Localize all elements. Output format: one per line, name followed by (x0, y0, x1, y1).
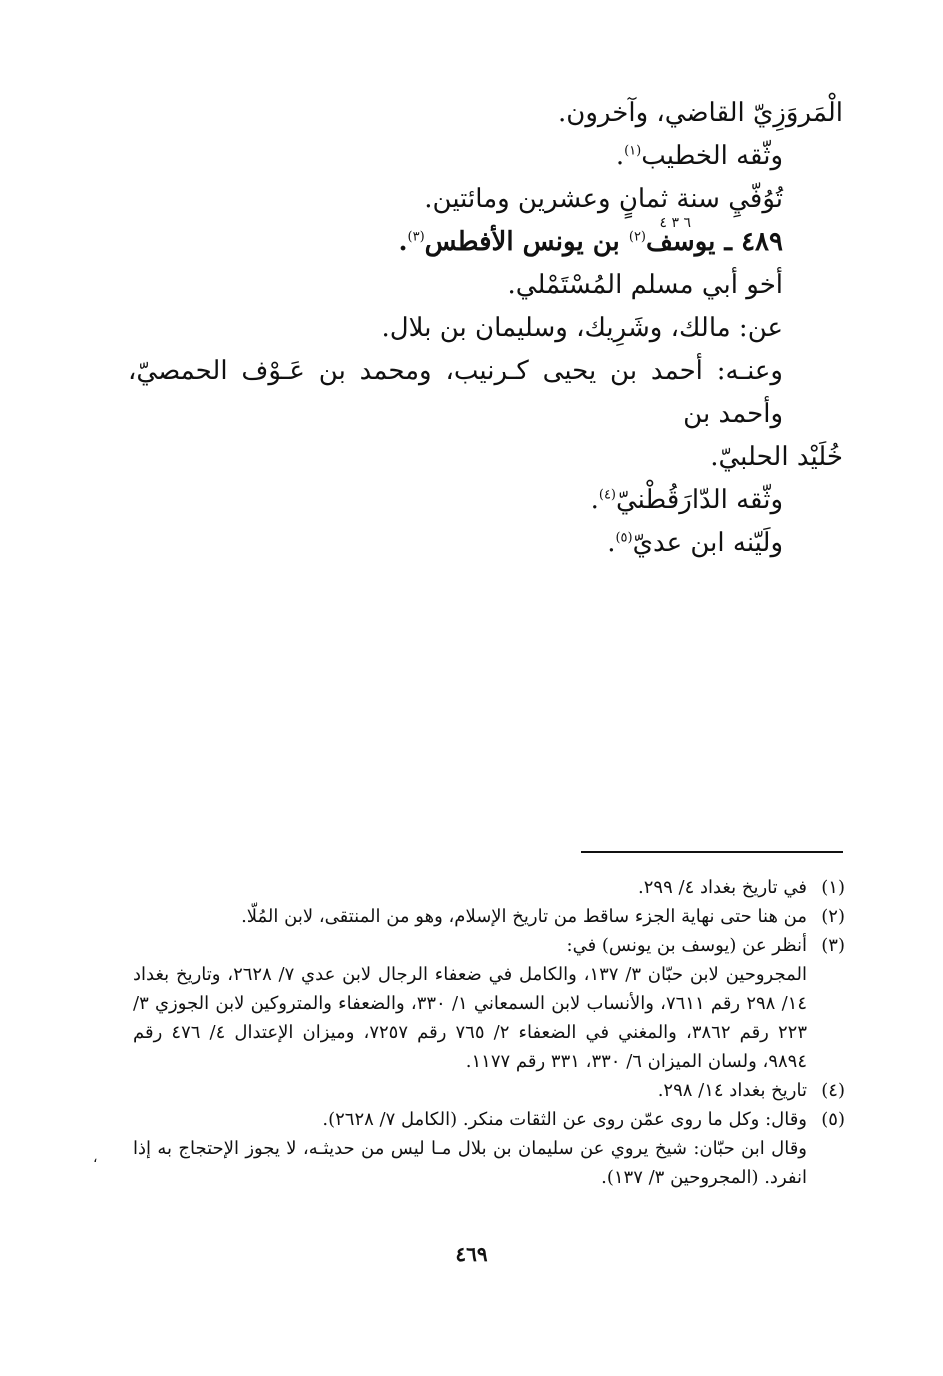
footnote-5 (133, 1105, 845, 1192)
footnote-text (133, 1105, 807, 1192)
footnotes (133, 873, 845, 1192)
footnote-ref-4: (٤) (598, 487, 616, 503)
page-number: ٤٦٩ (455, 1242, 488, 1266)
text-line-6: عن: مالك، وشَرِيك، وسليمان بن بلال. (381, 313, 783, 343)
footnote-number: (٤) (821, 1080, 845, 1101)
footnote-ref-3: (٣) (407, 229, 425, 245)
text-line-10-period: . (607, 528, 616, 558)
entry-heading-part-2: بن يونس الأفطس (424, 227, 620, 257)
footnote-text-line-2: وقال ابن حبّان: شيخ يروي عن سليمان بن بلال مـا ليس من حديثـه، لا يجوز الإحتجاج به إذا انفرد. (المجروحين ٣/ ١٣٧). (133, 1138, 807, 1188)
footnote-text: من هنا حتى نهاية الجزء ساقط من تاريخ الإسلام، وهو من المنتقى، لابن المُلّا. (241, 906, 807, 927)
footnote-number: (٣) (821, 935, 845, 956)
footnote-3 (133, 931, 845, 1076)
footnote-text-line-1: أنظر عن (يوسف بن يونس) في: (566, 935, 807, 956)
text-line-10-body: ولَيّنه ابن عديّ (632, 528, 783, 558)
stray-mark: ، (93, 1150, 98, 1166)
footnote-ref-1: (١) (624, 143, 642, 159)
footnote-text (133, 931, 807, 1076)
footnote-text-line-2: المجروحين لابن حبّان ٣/ ١٣٧، والكامل في ضعفاء الرجال لابن عدي ٧/ ٢٦٢٨، وتاريخ بغداد ١٤/ ٢٩٨ رقم ٧٦١١، والأنساب لابن السمعاني ١/ ٣٣٠، والضعفاء والمتروكين لابن الجوزي ٣/ ٢٢٣ رقم ٣٨٦٢، والمغني في الضعفاء ٢/ ٧٦٥ رقم ٧٢٥٧، وميزان الإعتدال ٤/ ٤٧٦ رقم ٩٨٩٤، ولسان الميزان ٦/ ٣٣٠، ٣٣١ رقم ١١٧٧. (133, 964, 808, 1072)
text-line-2-body: وثّقه الخطيب (641, 141, 783, 171)
footnote-number: (٢) (821, 906, 845, 927)
footnote-ref-2: (٢) (628, 229, 646, 245)
text-line-3: تُوُفّيِ سنة ثمانٍ وعشرين ومائتين. (424, 184, 783, 214)
footnote-text: تاريخ بغداد ١٤/ ٢٩٨. (657, 1080, 807, 1101)
footnote-1 (133, 873, 845, 902)
text-line-9-period: . (590, 485, 599, 515)
text-line-2 (128, 135, 843, 178)
footnote-4 (133, 1076, 845, 1105)
text-line-10 (128, 522, 843, 565)
footnote-separator (581, 851, 843, 853)
entry-heading-part-1: ٤٨٩ ـ يوسف (646, 227, 783, 257)
text-line-1: الْمَروَزِيّ القاضي، وآخرون. (558, 98, 843, 128)
entry-heading-489 (128, 221, 843, 264)
margin-note: ٦ ٣ ٤ (659, 215, 691, 231)
text-line-2-period: . (615, 141, 625, 171)
footnote-number: (٥) (821, 1109, 845, 1130)
text-line-8: خُلَيْد الحلبيّ. (710, 442, 843, 472)
footnote-number: (١) (821, 877, 845, 898)
text-line-5: أخو أبي مسلم المُسْتَمْلي. (507, 270, 783, 300)
entry-heading-period: . (398, 227, 408, 257)
text-line-7: وعنـه: أحمد بن يحيى كـرنيب، ومحمد بن عَـوْف الحمصيّ، وأحمد بن (128, 356, 783, 429)
text-line-9-body: وثّقه الدّارَقُطْنيّ (616, 485, 783, 515)
text-line-9 (128, 479, 843, 522)
footnote-text: في تاريخ بغداد ٤/ ٢٩٩. (638, 877, 807, 898)
main-text (128, 92, 843, 565)
footnote-2 (133, 902, 845, 931)
footnote-ref-5: (٥) (615, 530, 633, 546)
footnote-text-line-1: وقال: وكل ما روى عمّن روى عن الثقات منكر. (الكامل ٧/ ٢٦٢٨). (322, 1109, 807, 1130)
